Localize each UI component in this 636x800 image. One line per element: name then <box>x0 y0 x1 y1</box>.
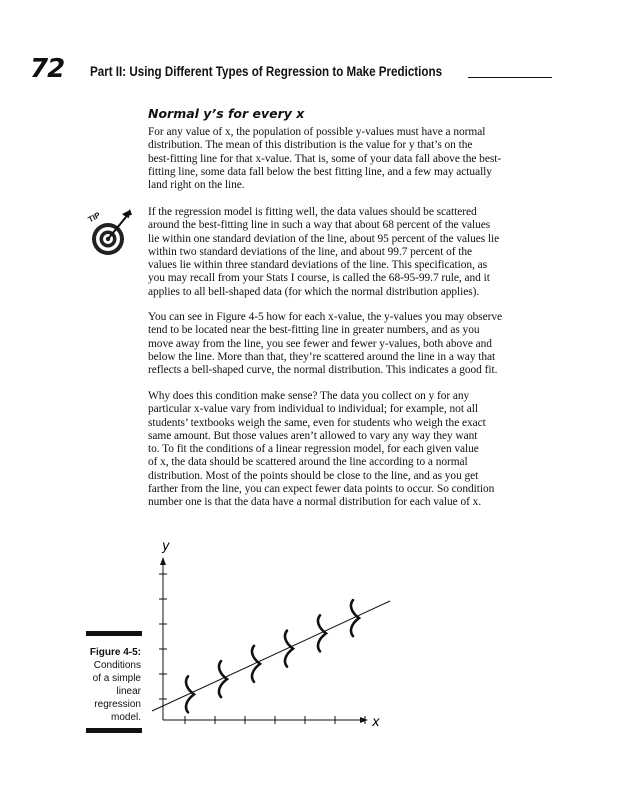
regression-diagram <box>140 535 400 735</box>
target-arrow-icon <box>86 205 136 265</box>
y-axis-label: y <box>162 539 170 554</box>
caption-bottom-bar <box>86 728 142 733</box>
text-line: within two standard deviations of the line, and about 99.7 percent of the <box>148 245 473 258</box>
text-line: best-fitting line for that x-value. That is, some of your data fall above the best- <box>148 152 502 165</box>
text-line: If the regression model is fitting well, the data values should be scattered <box>148 206 477 218</box>
text-line: values lie within three standard deviations of the line. This specification, as <box>148 259 488 272</box>
regression-line <box>152 601 390 711</box>
text-line: same amount. But those values aren’t allowed to vary any way they want <box>148 429 478 442</box>
text-line: to. To fit the conditions of a linear regression model, for each given value <box>148 443 479 456</box>
x-axis-label: x <box>372 715 380 730</box>
text-line: you may recall from your Stats I course, is called the 68-95-99.7 rule, and it <box>148 272 490 285</box>
text-line: distribution. The mean of this distribution is the value for y that’s on the <box>148 139 473 152</box>
text-line: For any value of x, the population of possible y-values must have a normal <box>148 126 486 138</box>
tip-label: TIP <box>86 210 102 225</box>
figure-caption-line: of a simple <box>92 673 141 684</box>
text-line: land right on the line. <box>148 179 245 192</box>
page-number: 72 <box>30 54 65 84</box>
figure-caption-line: model. <box>110 712 141 723</box>
text-line: applies to all bell-shaped data (for which the normal distribution applies). <box>148 285 480 298</box>
text-line: number one is that the data have a normal distribution for each value of x. <box>148 496 482 509</box>
running-header-title: Part II: Using Different Types of Regression to Make Predictions <box>90 64 443 79</box>
text-line: below the line. More than that, they’re scattered around the line in a way that <box>148 350 496 363</box>
y-axis-arrow <box>160 557 166 565</box>
text-line: You can see in Figure 4-5 how for each x-value, the y-values you may observe <box>148 311 503 323</box>
text-line: reflects a bell-shaped curve, the normal distribution. This indicates a good fit. <box>148 364 498 377</box>
figure-caption-line: linear <box>116 686 141 697</box>
regression-figure <box>140 535 400 735</box>
paragraph-figure-explanation <box>148 311 560 377</box>
text-line: tend to be located near the best-fitting line in greater numbers, and as you <box>148 324 480 337</box>
figure-caption <box>80 646 141 724</box>
paragraph-why-condition <box>148 390 560 510</box>
paragraph-68-95-rule <box>148 206 560 299</box>
text-line: farther from the line, you can expect fewer data points to occur. So condition <box>148 483 495 496</box>
figure-caption-label: Figure 4-5: <box>89 647 141 658</box>
figure-caption-line: Conditions <box>93 660 141 671</box>
text-line: particular x-value vary from individual to individual; for example, not all <box>148 403 478 416</box>
figure-caption-line: regression <box>94 699 141 710</box>
x-axis-arrow <box>360 717 368 723</box>
text-line: students’ textbooks weigh the same, even for students who weigh the exact <box>148 416 486 429</box>
header-rule <box>468 77 552 78</box>
text-line: around the best-fitting line in such a way that about 68 percent of the values <box>148 219 491 232</box>
text-line: lie within one standard deviation of the line, about 95 percent of the values lie <box>148 232 500 245</box>
text-line: of x, the data should be scattered around the line according to a normal <box>148 456 468 469</box>
text-line: move away from the line, you see fewer and fewer y-values, both above and <box>148 337 492 350</box>
text-line: fitting line, some data fall below the best fitting line, and a few may actually <box>148 165 492 178</box>
text-line: Why does this condition make sense? The data you collect on y for any <box>148 390 470 402</box>
caption-top-bar <box>86 631 142 636</box>
paragraph-normal-distribution <box>148 126 560 192</box>
section-heading: Normal y’s for every x <box>148 106 305 121</box>
tip-badge <box>86 205 136 265</box>
text-line: distribution. Most of the points should be close to the line, and as you get <box>148 469 479 482</box>
